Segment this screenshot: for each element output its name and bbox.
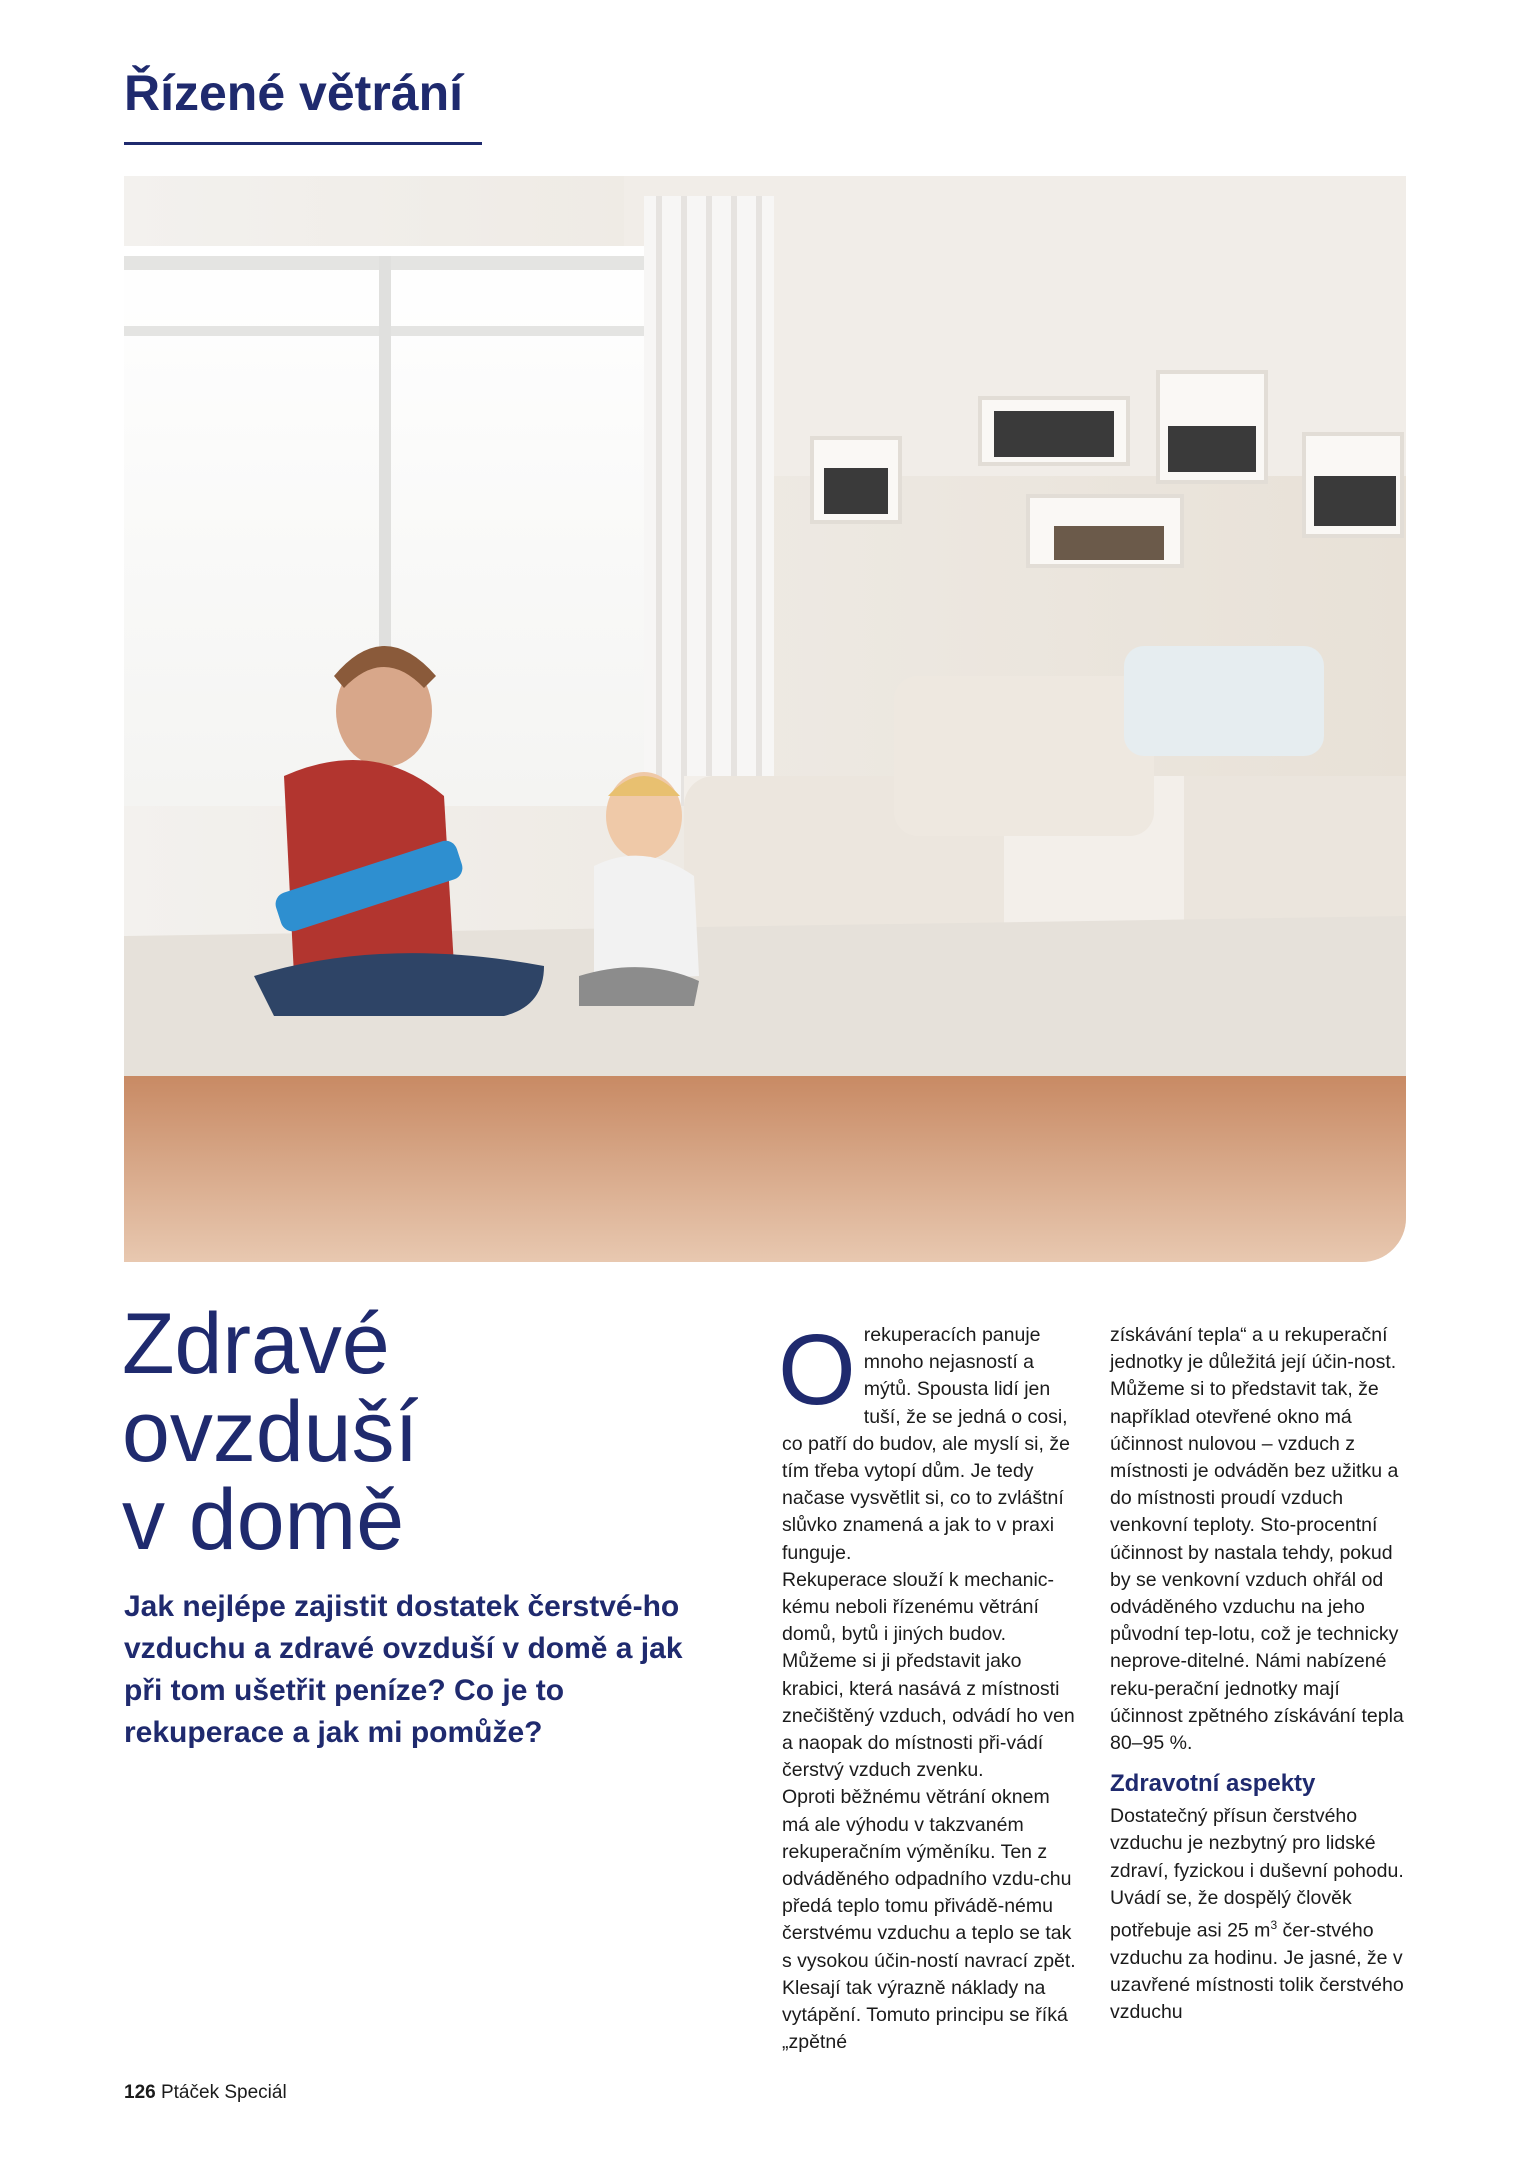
body-paragraph: rekuperacích panuje mnoho nejasností a mýtů. Spousta lidí jen tuší, že se jedná o cosi, co patří do budov, ale myslí si, že tím třeba vytopí dům. Je tedy načase vysvětlit si, co to zvláštní slůvko znamená a jak to v praxi funguje.	[782, 1324, 1070, 1564]
article-lead: Jak nejlépe zajistit dostatek čerstvé-ho vzduchu a zdravé ovzduší v domě a jak při tom ušetřit peníze? Co je to rekuperace a jak mi pomůže?	[124, 1590, 683, 1749]
body-paragraph: získávání tepla“ a u rekuperační jednotky je důležitá její účin-nost. Můžeme si to představit tak, že například otevřené okno má účinnost nulovou – vzduch z místnosti je odváděn bez užitku a do místnosti proudí vzduch venkovní teploty. Sto-procentní účinnost by nastala tehdy, pokud by se venkovní vzduch ohřál od odváděného vzduchu na jeho původní tep-lotu, což je technicky neprove-ditelné. Námi nabízené reku-perační jednotky mají účinnost zpětného získávání tepla 80–95 %.	[1110, 1324, 1404, 1755]
body-paragraph	[1110, 1803, 1410, 2026]
headline-line: v domě	[122, 1472, 405, 1568]
hero-photo	[124, 176, 1406, 1262]
body-paragraph: Rekuperace slouží k mechanic-kému neboli řízenému větrání domů, bytů i jiných budov. Můžeme si ji představit jako krabici, která nasává z místnosti znečištěný vzduch, odvádí ho ven a naopak do místnosti při-vádí čerstvý vzduch zvenku.	[782, 1568, 1075, 1782]
headline-line: Zdravé	[122, 1296, 390, 1392]
subheading: Zdravotní aspekty	[1110, 1770, 1316, 1798]
page-number: 126	[124, 2082, 156, 2103]
section-title-underline	[124, 142, 482, 145]
publication-name: Ptáček Speciál	[160, 2082, 287, 2103]
drop-cap: O	[778, 1314, 856, 1426]
body-paragraph: Oproti běžnému větrání oknem má ale výhodu v takzvaném rekuperačním výměníku. Ten z odváděného odpadního vzdu-chu předá teplo tomu přivádě-nému čerstvému vzduchu a teplo se tak s vysokou účin-ností navrací zpět. Klesají tak výrazně náklady na vytápění. Tomuto principu se říká „zpětné	[782, 1786, 1076, 2054]
body-text: Dostatečný přísun čerstvého vzduchu je nezbytný pro lidské zdraví, fyzickou i duševní pohodu. Uvádí se, že dospělý člověk potřebuje asi 25 m	[1110, 1805, 1404, 1942]
article-column-1	[778, 1314, 1082, 2056]
page-footer	[124, 2082, 287, 2104]
body-text: čer-stvého vzduchu za hodinu. Je jasné, že v uzavřené místnosti tolik čerstvého vzduchu	[1110, 1919, 1404, 2024]
article-column-2	[1110, 1322, 1410, 2026]
section-title: Řízené větrání	[124, 65, 464, 121]
superscript: 3	[1270, 1918, 1278, 1933]
article-headline	[122, 1296, 682, 1568]
headline-line: ovzduší	[122, 1384, 419, 1480]
